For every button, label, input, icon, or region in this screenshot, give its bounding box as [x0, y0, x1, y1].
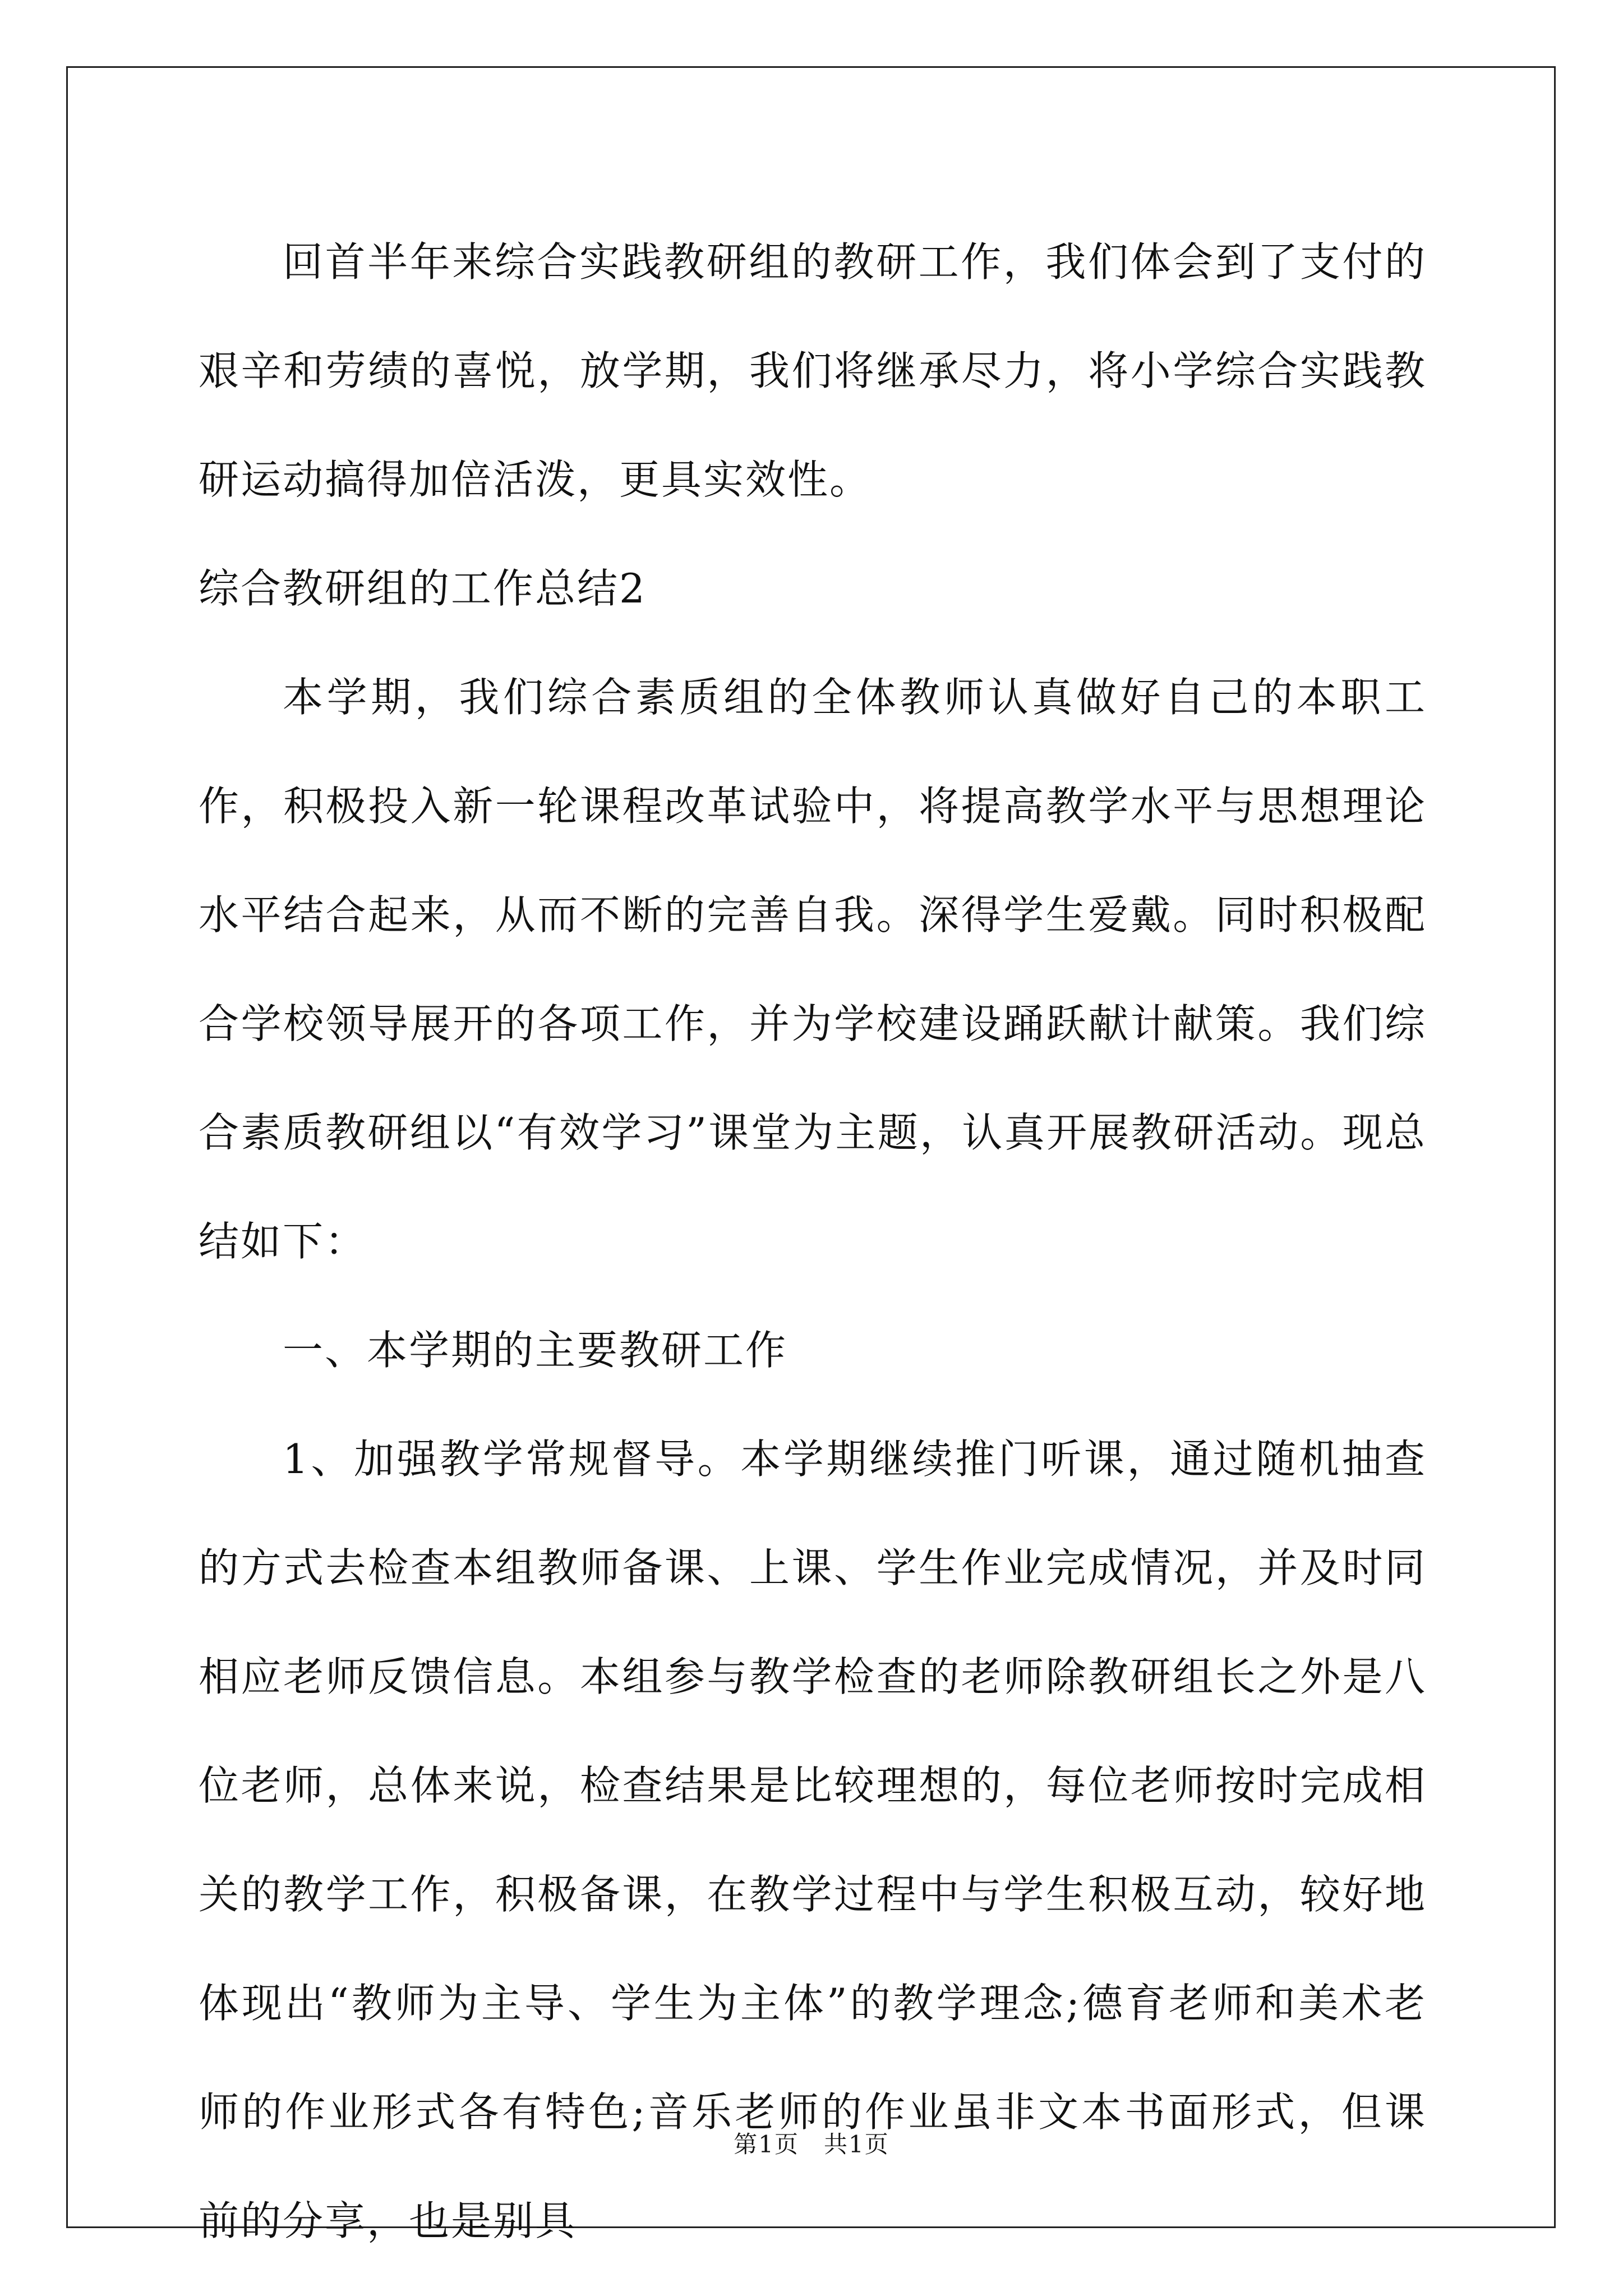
paragraph-1: 回首半年来综合实践教研组的教研工作，我们体会到了支付的艰辛和劳绩的喜悦，放学期，我们将继承尽力，将小学综合实践教研运动搞得加倍活泼，更具实效性。 [199, 238, 1427, 503]
document-body [199, 208, 1427, 2275]
paragraph-2: 本学期，我们综合素质组的全体教师认真做好自己的本职工作，积极投入新一轮课程改革试验中，将提高教学水平与思想理论水平结合起来，从而不断的完善自我。深得学生爱戴。同时积极配合学校领导展开的各项工作，并为学校建设踊跃献计献策。我们综合素质教研组以“有效学习”课堂为主题，认真开展教研活动。现总结如下： [199, 674, 1427, 1265]
page-footer: 第1页 共1页 [734, 2131, 889, 2158]
paragraph-3: 一、本学期的主要教研工作 [283, 1327, 788, 1374]
section-heading: 综合教研组的工作总结2 [199, 565, 647, 612]
paragraph-4: 1、加强教学常规督导。本学期继续推门听课，通过随机抽查的方式去检查本组教师备课、上课、学生作业完成情况，并及时同相应老师反馈信息。本组参与教学检查的老师除教研组长之外是八位老师，总体来说，检查结果是比较理想的，每位老师按时完成相关的教学工作，积极备课，在教学过程中与学生积极互动，较好地体现出“教师为主导、学生为主体”的教学理念;德育老师和美术老师的作业形式各有特色;音乐老师的作业虽非文本书面形式，但课前的分享，也是别具 [199, 1435, 1427, 2244]
